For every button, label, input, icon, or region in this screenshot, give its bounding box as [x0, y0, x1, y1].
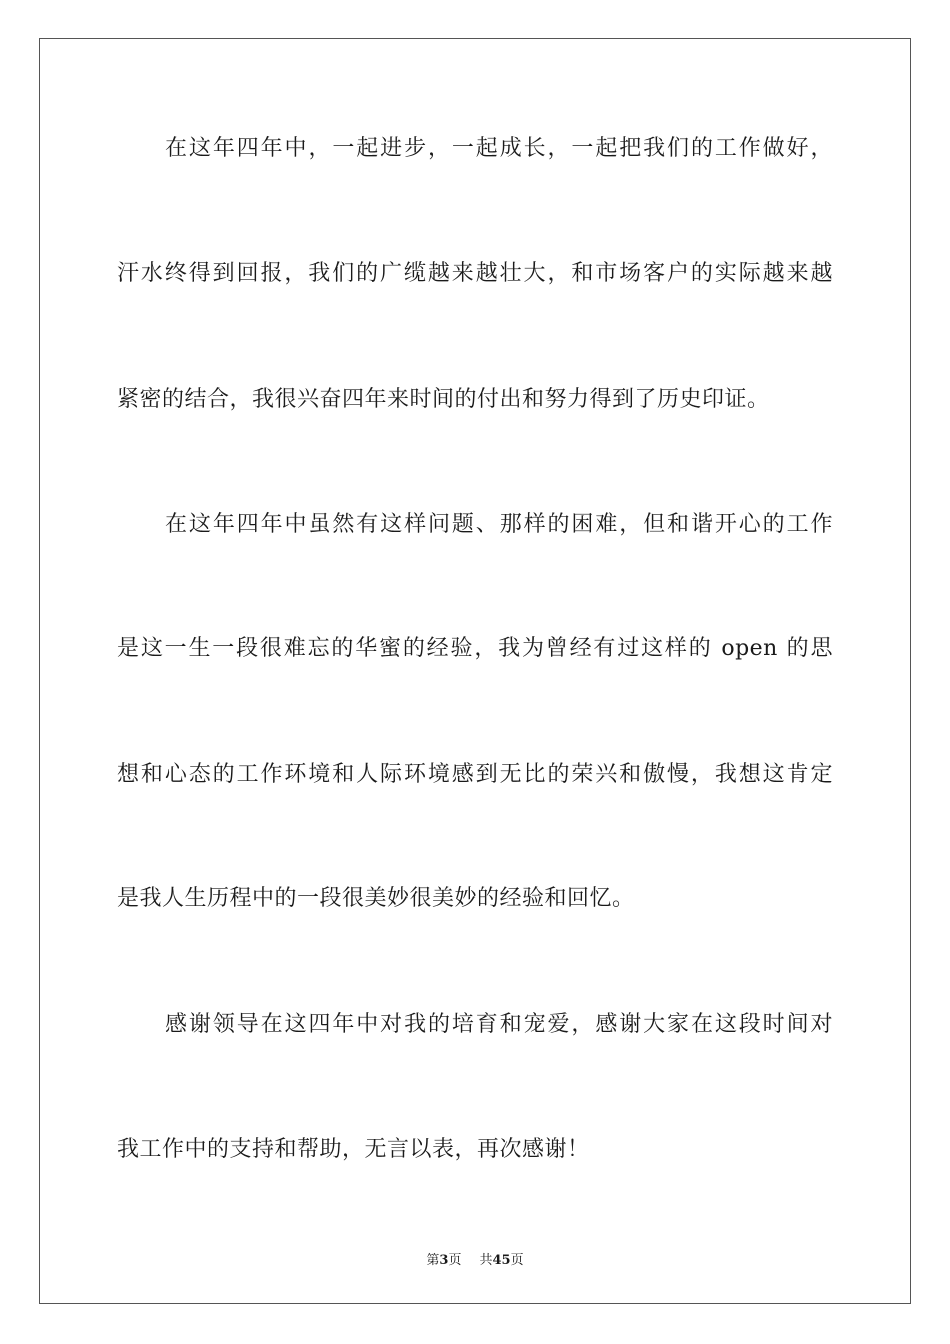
paragraph-2-line-1: 在这年四年中虽然有这样问题、那样的困难，但和谐开心的工作: [165, 512, 833, 537]
paragraph-2-line-4: 是我人生历程中的一段很美妙很美妙的经验和回忆。: [117, 886, 635, 911]
page-label-prefix: 第: [426, 1253, 440, 1268]
current-page-number: 3: [439, 1253, 449, 1268]
total-pages-number: 45: [492, 1253, 511, 1268]
page-label-suffix: 页: [448, 1253, 462, 1268]
paragraph-1-line-3: 紧密的结合，我很兴奋四年来时间的付出和努力得到了历史印证。: [117, 387, 770, 412]
paragraph-2-line-2: 是这一生一段很难忘的华蜜的经验，我为曾经有过这样的 open 的思: [117, 636, 833, 661]
paragraph-3-line-2: 我工作中的支持和帮助，无言以表，再次感谢！: [117, 1137, 590, 1162]
page-footer: [0, 1249, 950, 1268]
total-label-suffix: 页: [510, 1253, 524, 1268]
paragraph-2-line-3: 想和心态的工作环境和人际环境感到无比的荣兴和傲慢，我想这肯定: [117, 762, 833, 787]
page-border: [39, 38, 911, 1304]
paragraph-1-line-1: 在这年四年中，一起进步，一起成长，一起把我们的工作做好，: [165, 136, 833, 161]
paragraph-3-line-1: 感谢领导在这四年中对我的培育和宠爱，感谢大家在这段时间对: [165, 1012, 833, 1037]
paragraph-1-line-2: 汗水终得到回报，我们的广缆越来越壮大，和市场客户的实际越来越: [117, 261, 833, 286]
total-label-prefix: 共: [479, 1253, 493, 1268]
